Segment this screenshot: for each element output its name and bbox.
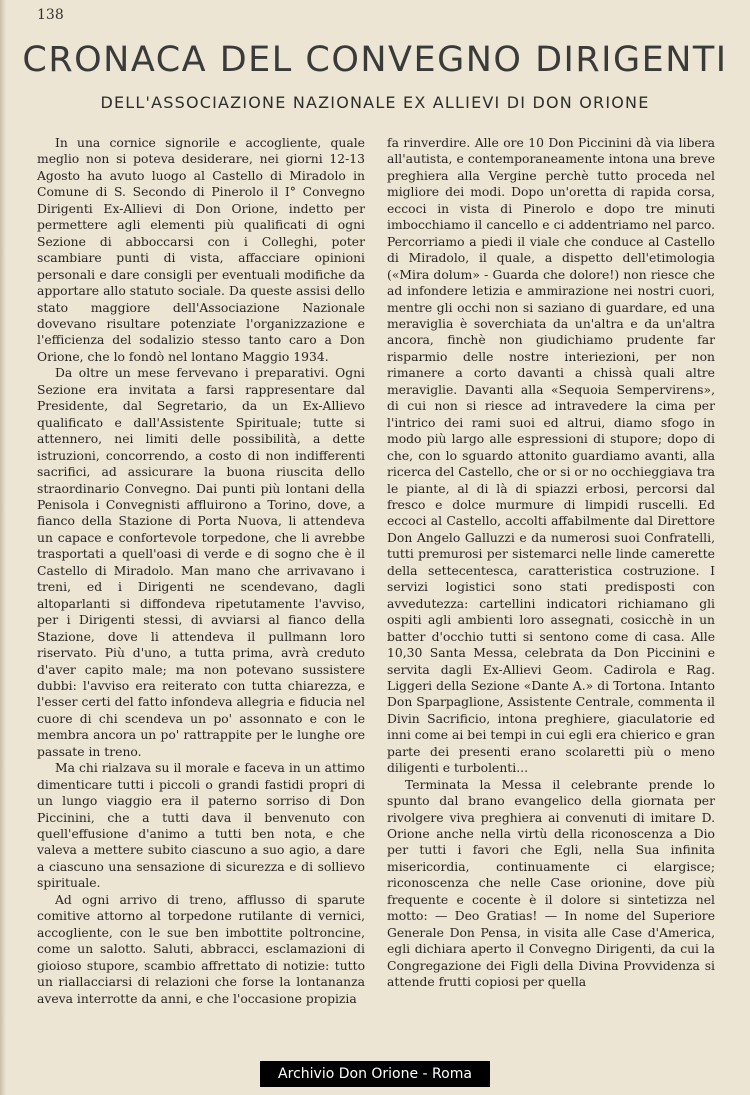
paragraph: Da oltre un mese fervevano i preparativi. Ogni Sezione era invitata a farsi rappresentare dal Presidente, dal Segretario, da un Ex-Allievo qualificato e dall'Assistente Spirituale; tutte si attennero, nei limiti delle possibilità, a dette istruzioni, concorrendo, a costo di non indifferenti sacrifici, ad assicurare la buona riuscita dello straordinario Convegno. Dai punti più lontani della Penisola i Convegnisti affluirono a Torino, dove, a fianco della Stazione di Porta Nuova, li attendeva un capace e confortevole torpedone, che li avrebbe trasportati a quell'oasi di verde e di sogno che è il Castello di Miradolo. Man mano che arrivavano i treni, ed i Dirigenti ne scendevano, dagli altoparlanti si diffondeva ripetutamente l'avviso, per i Dirigenti stessi, di avviarsi al fianco della Stazione, dove li attendeva il pullmann loro riservato. Più d'uno, a tutta prima, avrà creduto d'aver capito male; ma non potevano sussistere dubbi: l'avviso era reiterato con tutta chiarezza, e l'esser certi del fatto infondeva allegria e fiducia nel cuore di chi scendeva un po' assonnato e con le membra ancora un po' rattrappite per le lunghe ore passate in treno.: [37, 366, 365, 759]
right-column: [387, 135, 715, 991]
paragraph: Terminata la Messa il celebrante prende lo spunto dal brano evangelico della giornata per rivolgere viva preghiera ai convenuti di imitare D. Orione anche nella virtù della riconoscenza a Dio per tutti i favori che Egli, nella Sua infinita misericordia, continuamente ci elargisce; riconoscenza che nelle Case orionine, dove più frequente e cocente è il dolore si sintetizza nel motto: — Deo Gratias! — In nome del Superiore Generale Don Pensa, in visita alle Case d'America, egli dichiara aperto il Convegno Dirigenti, da cui la Congregazione dei Figli della Divina Provvidenza si attende frutti copiosi per quella: [387, 777, 715, 990]
article-subtitle: DELL'ASSOCIAZIONE NAZIONALE EX ALLIEVI DI DON ORIONE: [100, 93, 650, 112]
left-column: [37, 135, 365, 1007]
page-spine-shadow: [0, 0, 6, 1095]
paragraph: In una cornice signorile e accogliente, quale meglio non si poteva desiderare, nei giorni 12-13 Agosto ha avuto luogo al Castello di Miradolo in Comune di S. Secondo di Pinerolo il I° Convegno Dirigenti Ex-Allievi di Don Orione, indetto per permettere agli elementi più qualificati di ogni Sezione di abboccarsi con i Colleghi, poter scambiare punti di vista, affacciare opinioni personali e dare consigli per eventuali modifiche da apportare allo statuto sociale. Da queste assisi dello stato maggiore dell'Associazione Nazionale dovevano risultare potenziate l'organizzazione e l'efficienza del sodalizio stesso tanto caro a Don Orione, che lo fondò nel lontano Maggio 1934.: [37, 136, 365, 364]
page-number: 138: [37, 7, 64, 23]
paragraph: Ad ogni arrivo di treno, afflusso di sparute comitive attorno al torpedone rutilante di vernici, accogliente, con le sue ben imbottite poltroncine, come un salotto. Saluti, abbracci, esclamazioni di gioioso stupore, scambio affrettato di notizie: tutto un riallacciarsi di relazioni che forse la lontananza aveva interrotte da anni, e che l'occasione propizia: [37, 892, 365, 1006]
archive-watermark-label: Archivio Don Orione - Roma: [278, 1066, 472, 1082]
article-title: CRONACA DEL CONVEGNO DIRIGENTI: [22, 40, 728, 80]
paragraph: Ma chi rialzava su il morale e faceva in un attimo dimenticare tutti i piccoli o grandi fastidi propri di un lungo viaggio era il paterno sorriso di Don Piccinini, che a tutti dava il benvenuto con quell'effusione d'animo a tutti ben nota, e che valeva a mettere subito ciascuno a suo agio, a dare a ciascuno una sensazione di sicurezza e di sollievo spirituale.: [37, 761, 365, 891]
paragraph-continued: fa rinverdire. Alle ore 10 Don Piccinini dà via libera all'autista, e contemporaneamente intona una breve preghiera alla Vergine perchè tutto proceda nel migliore dei modi. Dopo un'oretta di rapida corsa, eccoci in vista di Pinerolo e dopo tre minuti imbocchiamo il cancello e ci addentriamo nel parco. Percorriamo a piedi il viale che conduce al Castello di Miradolo, il quale, a dispetto dell'etimologia («Mira dolum» - Guarda che dolore!) non riesce che ad infondere letizia e ammirazione nei nostri cuori, mentre gli occhi non si saziano di guardare, ed una meraviglia è soverchiata da un'altra e da un'altra ancora, finchè non giudichiamo prudente far risparmio delle nostre interiezioni, per non rimanere a corto davanti a chissà quali altre meraviglie. Davanti alla «Sequoia Sempervirens», di cui non si riesce ad intravedere la cima per l'intrico dei rami suoi ed altrui, diamo sfogo in modo più largo alle espressioni di stupore; dopo di che, con lo sguardo attonito guardiamo avanti, alla ricerca del Castello, che or si or no occhieggiava tra le piante, al di là di spiazzi erbosi, percorsi dal fresco e dolce murmure di limpidi ruscelli. Ed eccoci al Castello, accolti affabilmente dal Direttore Don Angelo Galluzzi e da numerosi suoi Confratelli, tutti premurosi per sistemarci nelle linde camerette della settecentesca, caratteristica costruzione. I servizi logistici sono stati predisposti con avvedutezza: cartellini indicatori richiamano gli ospiti agli ambienti loro assegnati, cosicchè in un batter d'occhio tutti si sentono come di casa. Alle 10,30 Santa Messa, celebrata da Don Piccinini e servita dagli Ex-Allievi Geom. Cadirola e Rag. Liggeri della Sezione «Dante A.» di Tortona. Intanto Don Sparpaglione, Assistente Centrale, commenta il Divin Sacrificio, intona preghiere, giaculatorie ed inni come ai bei tempi in cui egli era chierico e gran parte dei presenti erano scolaretti più o meno diligenti e turbolenti...: [387, 136, 715, 776]
